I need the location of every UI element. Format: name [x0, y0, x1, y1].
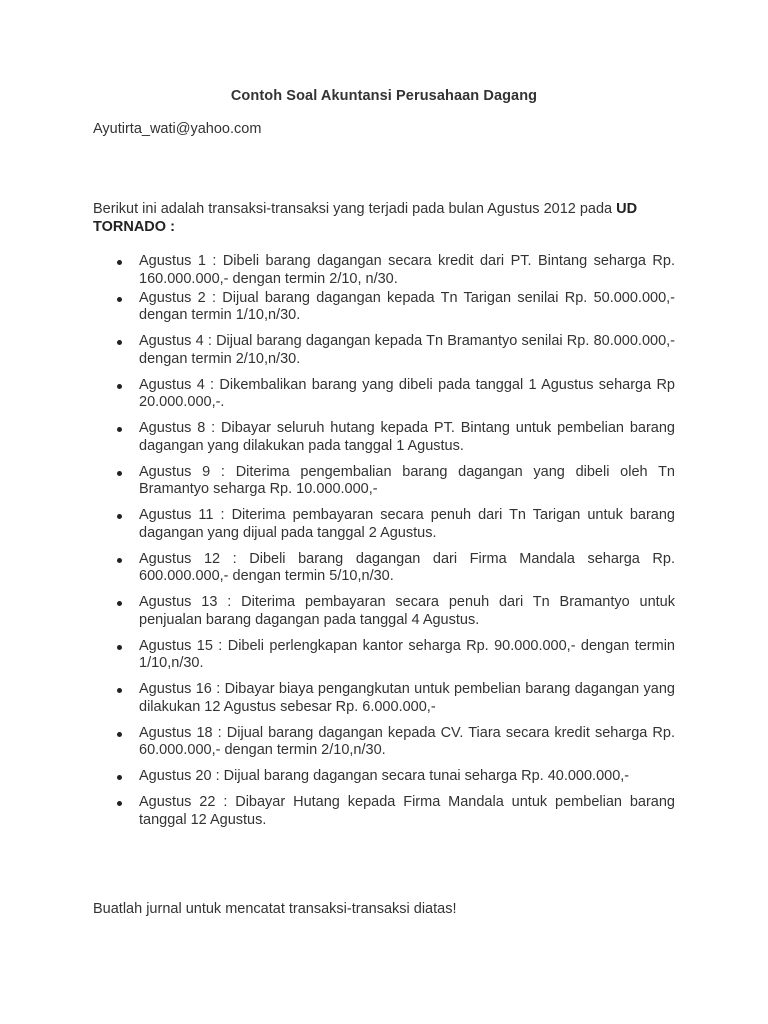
- transaction-item: Agustus 12 : Dibeli barang dagangan dari Firma Mandala seharga Rp. 600.000.000,- dengan termin 5/10,n/30.: [93, 551, 675, 586]
- transaction-item: Agustus 13 : Diterima pembayaran secara penuh dari Tn Bramantyo untuk penjualan barang dagangan pada tanggal 4 Agustus.: [93, 594, 675, 629]
- transaction-item: Agustus 4 : Dijual barang dagangan kepada Tn Bramantyo senilai Rp. 80.000.000,- dengan termin 2/10,n/30.: [93, 333, 675, 368]
- transaction-list: [93, 253, 675, 838]
- author-email: Ayutirta_wati@yahoo.com: [93, 121, 262, 137]
- intro-paragraph: [93, 200, 678, 236]
- transaction-item: Agustus 8 : Dibayar seluruh hutang kepada PT. Bintang untuk pembelian barang dagangan yang dilakukan pada tanggal 1 Agustus.: [93, 420, 675, 455]
- transaction-item: Agustus 20 : Dijual barang dagangan secara tunai seharga Rp. 40.000.000,-: [93, 768, 675, 786]
- transaction-item: Agustus 9 : Diterima pengembalian barang dagangan yang dibeli oleh Tn Bramantyo seharga Rp. 10.000.000,-: [93, 464, 675, 499]
- document-title: Contoh Soal Akuntansi Perusahaan Dagang: [230, 88, 538, 104]
- transaction-item: Agustus 2 : Dijual barang dagangan kepada Tn Tarigan senilai Rp. 50.000.000,- dengan termin 1/10,n/30.: [93, 290, 675, 325]
- transaction-item: Agustus 16 : Dibayar biaya pengangkutan untuk pembelian barang dagangan yang dilakukan 12 Agustus sebesar Rp. 6.000.000,-: [93, 681, 675, 716]
- transaction-item: Agustus 18 : Dijual barang dagangan kepada CV. Tiara secara kredit seharga Rp. 60.000.000,- dengan termin 2/10,n/30.: [93, 725, 675, 760]
- transaction-item: Agustus 11 : Diterima pembayaran secara penuh dari Tn Tarigan untuk barang dagangan yang dijual pada tanggal 2 Agustus.: [93, 507, 675, 542]
- transaction-item: Agustus 22 : Dibayar Hutang kepada Firma Mandala untuk pembelian barang tanggal 12 Agustus.: [93, 794, 675, 829]
- transaction-item: Agustus 15 : Dibeli perlengkapan kantor seharga Rp. 90.000.000,- dengan termin 1/10,n/30.: [93, 638, 675, 673]
- closing-instruction: Buatlah jurnal untuk mencatat transaksi-transaksi diatas!: [93, 901, 457, 917]
- intro-company-name: UD TORNADO :: [93, 201, 638, 235]
- transaction-item: Agustus 1 : Dibeli barang dagangan secara kredit dari PT. Bintang seharga Rp. 160.000.000,- dengan termin 2/10, n/30.: [93, 253, 675, 288]
- transaction-item: Agustus 4 : Dikembalikan barang yang dibeli pada tanggal 1 Agustus seharga Rp 20.000.000,-.: [93, 377, 675, 412]
- intro-text: Berikut ini adalah transaksi-transaksi yang terjadi pada bulan Agustus 2012 pada: [93, 201, 617, 217]
